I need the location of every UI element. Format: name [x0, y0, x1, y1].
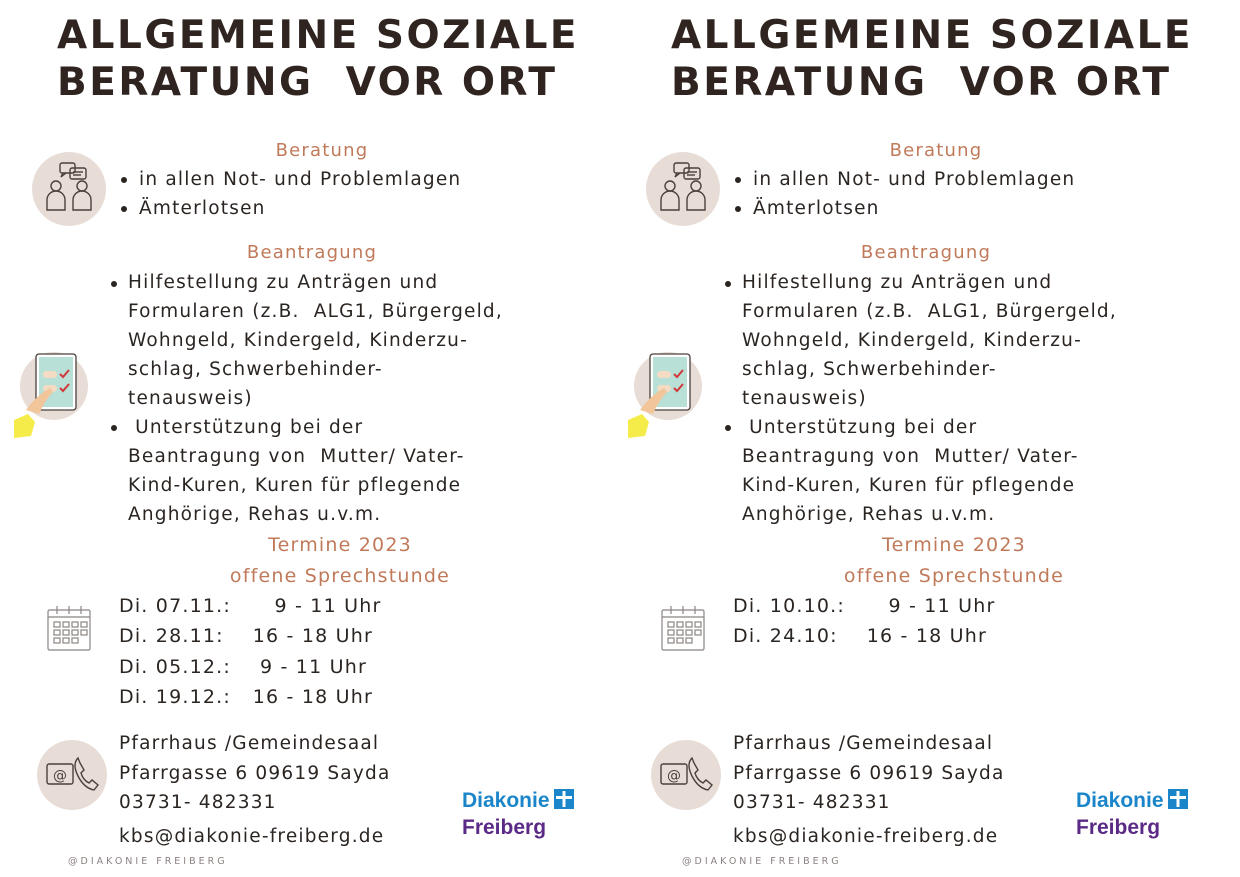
beantragung-line: schlag, Schwerbehinder- — [742, 359, 997, 380]
contact-place: Pfarrhaus /Gemeindesaal — [733, 733, 994, 754]
title-line-1: ALLGEMEINE SOZIALE — [57, 13, 580, 58]
bullet — [735, 177, 741, 183]
beratung-item: Ämterlotsen — [139, 198, 266, 219]
beratung-item: in allen Not- und Problemlagen — [753, 169, 1076, 190]
heading-beratung: Beratung — [889, 140, 983, 161]
beantragung-line: tenausweis) — [128, 388, 253, 409]
consultation-people-icon — [656, 160, 712, 216]
beantragung-line: Anghörige, Rehas u.v.m. — [128, 504, 382, 525]
logo-line-2: Freiberg — [1076, 816, 1161, 839]
calendar-icon — [660, 604, 706, 652]
beantragung-line: Anghörige, Rehas u.v.m. — [742, 504, 996, 525]
contact-address: Pfarrgasse 6 09619 Sayda — [733, 763, 1005, 784]
beantragung-line: Wohngeld, Kindergeld, Kinderzu- — [128, 330, 468, 351]
heading-beratung: Beratung — [275, 140, 369, 161]
form-checklist-icon — [12, 348, 88, 440]
beantragung-line: schlag, Schwerbehinder- — [128, 359, 383, 380]
bullet — [121, 206, 127, 212]
contact-phone: 03731- 482331 — [119, 792, 277, 813]
beantragung-line: Wohngeld, Kindergeld, Kinderzu- — [742, 330, 1082, 351]
calendar-icon — [46, 604, 92, 652]
date-entry: Di. 07.11.: 9 - 11 Uhr — [119, 595, 382, 617]
contact-mail-phone-icon — [658, 752, 714, 798]
title-line-2: BERATUNG VOR ORT — [671, 60, 1172, 105]
date-entry: Di. 28.11: 16 - 18 Uhr — [119, 625, 374, 647]
bullet — [121, 177, 127, 183]
logo-line-1: Diakonie — [462, 789, 550, 812]
beratung-item: Ämterlotsen — [753, 198, 880, 219]
diakonie-logo — [462, 789, 574, 840]
beantragung-line: Kind-Kuren, Kuren für pflegende — [128, 475, 462, 496]
bullet — [725, 425, 731, 431]
contact-place: Pfarrhaus /Gemeindesaal — [119, 733, 380, 754]
flyer-title — [671, 12, 1193, 106]
heading-beantragung: Beantragung — [246, 242, 378, 263]
beratung-item: in allen Not- und Problemlagen — [139, 169, 462, 190]
bullet — [735, 206, 741, 212]
date-entry: Di. 05.12.: 9 - 11 Uhr — [119, 656, 367, 678]
beantragung-line: tenausweis) — [742, 388, 867, 409]
beantragung-line: Hilfestellung zu Anträgen und — [742, 272, 1053, 293]
diakonie-cross-icon — [1168, 789, 1188, 809]
bullet — [111, 281, 117, 287]
diakonie-cross-icon — [554, 789, 574, 809]
beantragung-line: Hilfestellung zu Anträgen und — [128, 272, 439, 293]
title-line-1: ALLGEMEINE SOZIALE — [671, 13, 1194, 58]
heading-beantragung: Beantragung — [860, 242, 992, 263]
heading-termine: Termine 2023 — [268, 534, 412, 556]
flyer-right — [614, 0, 1226, 877]
consultation-people-icon — [42, 160, 98, 216]
flyer-left — [0, 0, 612, 877]
diakonie-logo — [1076, 789, 1188, 840]
heading-sprechstunde: offene Sprechstunde — [843, 565, 1065, 587]
beantragung-line: Beantragung von Mutter/ Vater- — [128, 446, 465, 467]
beantragung-line: Formularen (z.B. ALG1, Bürgergeld, — [742, 301, 1117, 322]
heading-sprechstunde: offene Sprechstunde — [229, 565, 451, 587]
contact-address: Pfarrgasse 6 09619 Sayda — [119, 763, 391, 784]
date-entry: Di. 10.10.: 9 - 11 Uhr — [733, 595, 996, 617]
heading-termine: Termine 2023 — [882, 534, 1026, 556]
beantragung-line: Kind-Kuren, Kuren für pflegende — [742, 475, 1076, 496]
footer-handle: @DIAKONIE FREIBERG — [682, 856, 842, 867]
logo-line-1: Diakonie — [1076, 789, 1164, 812]
beantragung-line: Unterstützung bei der — [128, 417, 364, 438]
svg-text:@: @ — [53, 768, 67, 784]
logo-line-2: Freiberg — [462, 816, 547, 839]
form-checklist-icon — [626, 348, 702, 440]
beantragung-line: Unterstützung bei der — [742, 417, 978, 438]
svg-text:@: @ — [667, 768, 681, 784]
bullet — [111, 425, 117, 431]
flyer-title — [57, 12, 579, 106]
bullet — [725, 281, 731, 287]
contact-phone: 03731- 482331 — [733, 792, 891, 813]
beantragung-line: Beantragung von Mutter/ Vater- — [742, 446, 1079, 467]
contact-email[interactable]: kbs@diakonie-freiberg.de — [733, 826, 999, 847]
title-line-2: BERATUNG VOR ORT — [57, 60, 558, 105]
contact-mail-phone-icon — [44, 752, 100, 798]
beantragung-line: Formularen (z.B. ALG1, Bürgergeld, — [128, 301, 503, 322]
date-entry: Di. 24.10: 16 - 18 Uhr — [733, 625, 988, 647]
contact-email[interactable]: kbs@diakonie-freiberg.de — [119, 826, 385, 847]
date-entry: Di. 19.12.: 16 - 18 Uhr — [119, 686, 374, 708]
footer-handle: @DIAKONIE FREIBERG — [68, 856, 228, 867]
